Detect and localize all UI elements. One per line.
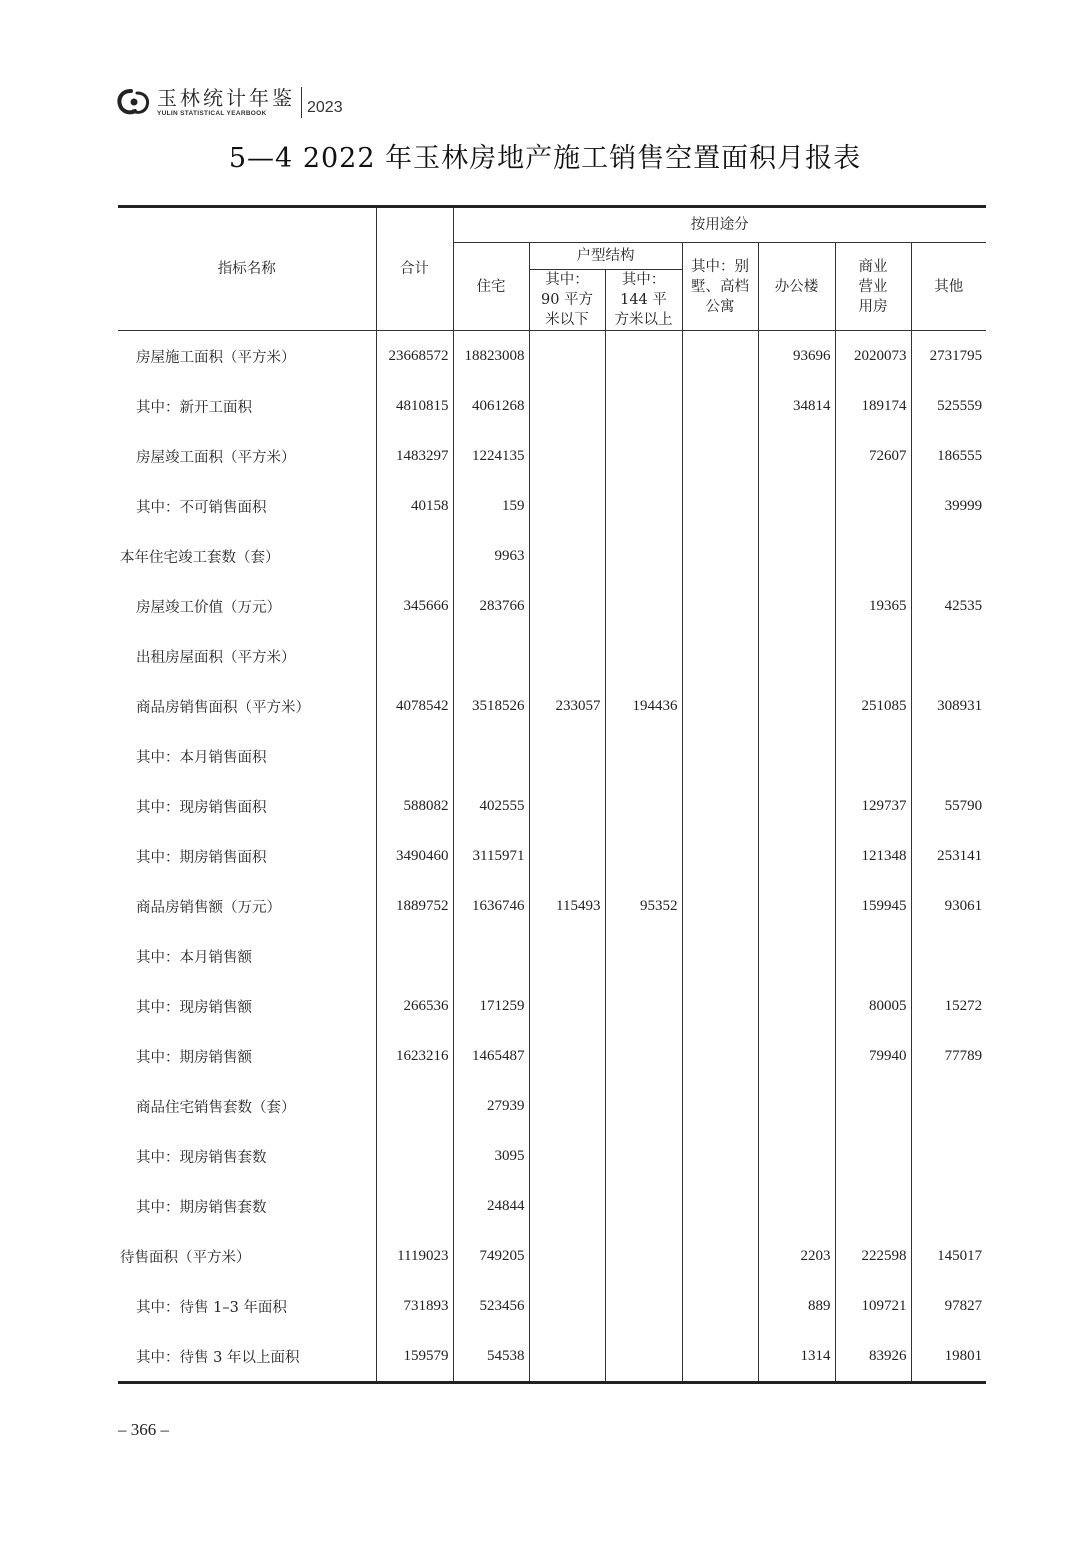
cell-other (911, 531, 986, 581)
cell-under90 (529, 581, 605, 631)
row-indicator-name: 其中：本月销售额 (136, 949, 252, 966)
cell-commercial: 2020073 (835, 331, 911, 382)
cell-total: 731893 (376, 1281, 453, 1331)
table-row (118, 981, 986, 1031)
cell-villa (682, 1081, 758, 1131)
cell-over144 (605, 731, 682, 781)
cell-under90 (529, 1031, 605, 1081)
cell-over144 (605, 1281, 682, 1331)
cell-total: 1889752 (376, 881, 453, 931)
cell-office (758, 481, 835, 531)
table-row (118, 881, 986, 931)
row-indicator-name: 待售面积（平方米） (120, 1249, 251, 1266)
table-body (118, 331, 986, 1383)
header-unit-structure: 户型结构 (529, 243, 682, 270)
yearbook-year: 2023 (307, 99, 343, 116)
cell-villa (682, 681, 758, 731)
table-row (118, 931, 986, 981)
cell-office (758, 731, 835, 781)
cell-total: 40158 (376, 481, 453, 531)
cell-commercial (835, 931, 911, 981)
cell-other: 55790 (911, 781, 986, 831)
row-indicator-name: 其中：现房销售套数 (136, 1149, 267, 1166)
cell-residential: 749205 (453, 1231, 529, 1281)
cell-over144 (605, 1131, 682, 1181)
header-residential: 住宅 (453, 243, 529, 331)
cell-office (758, 831, 835, 881)
cell-other: 2731795 (911, 331, 986, 382)
table-row (118, 1081, 986, 1131)
table-row (118, 781, 986, 831)
cell-residential: 27939 (453, 1081, 529, 1131)
row-indicator-name: 房屋施工面积（平方米） (136, 349, 296, 366)
cell-residential: 18823008 (453, 331, 529, 382)
cell-villa (682, 581, 758, 631)
cell-total: 4810815 (376, 381, 453, 431)
cell-commercial (835, 631, 911, 681)
cell-office (758, 681, 835, 731)
cell-villa (682, 481, 758, 531)
cell-commercial: 222598 (835, 1231, 911, 1281)
header-by-use: 按用途分 (453, 207, 986, 243)
cell-under90 (529, 1331, 605, 1383)
cell-over144 (605, 431, 682, 481)
cell-residential: 402555 (453, 781, 529, 831)
cell-residential: 3518526 (453, 681, 529, 731)
cell-residential: 1224135 (453, 431, 529, 481)
cell-over144 (605, 981, 682, 1031)
cell-commercial: 129737 (835, 781, 911, 831)
cell-under90 (529, 931, 605, 981)
cell-residential: 1465487 (453, 1031, 529, 1081)
cell-office: 93696 (758, 331, 835, 382)
cell-villa (682, 981, 758, 1031)
cell-over144 (605, 581, 682, 631)
cell-total: 588082 (376, 781, 453, 831)
cell-under90 (529, 731, 605, 781)
cell-over144 (605, 631, 682, 681)
cell-under90 (529, 781, 605, 831)
cell-total (376, 1181, 453, 1231)
cell-villa (682, 331, 758, 382)
cell-villa (682, 1031, 758, 1081)
cell-office (758, 431, 835, 481)
table-row (118, 681, 986, 731)
table-row (118, 531, 986, 581)
cell-over144 (605, 531, 682, 581)
cell-office (758, 1181, 835, 1231)
cell-over144 (605, 1181, 682, 1231)
cell-commercial (835, 481, 911, 531)
table-row (118, 1231, 986, 1281)
cell-other: 97827 (911, 1281, 986, 1331)
cell-residential: 159 (453, 481, 529, 531)
cell-over144 (605, 1331, 682, 1383)
table-row (118, 1131, 986, 1181)
cell-total: 345666 (376, 581, 453, 631)
cell-under90 (529, 631, 605, 681)
cell-under90: 233057 (529, 681, 605, 731)
cell-residential: 9963 (453, 531, 529, 581)
cell-over144 (605, 831, 682, 881)
cell-under90 (529, 831, 605, 881)
cell-other: 93061 (911, 881, 986, 931)
table-row (118, 331, 986, 382)
cell-residential: 4061268 (453, 381, 529, 431)
yulin-yearbook-logo-icon (117, 87, 151, 117)
cell-villa (682, 831, 758, 881)
report-table (118, 205, 986, 1384)
cell-over144 (605, 1231, 682, 1281)
cell-other: 19801 (911, 1331, 986, 1383)
cell-under90 (529, 1231, 605, 1281)
cell-total (376, 531, 453, 581)
cell-other (911, 1131, 986, 1181)
cell-commercial: 159945 (835, 881, 911, 931)
brand-title-en: YULIN STATISTICAL YEARBOOK (157, 109, 267, 117)
cell-residential: 54538 (453, 1331, 529, 1383)
cell-villa (682, 1281, 758, 1331)
header-office: 办公楼 (758, 243, 835, 331)
report-table-wrap (118, 205, 986, 1384)
cell-other: 42535 (911, 581, 986, 631)
table-row (118, 631, 986, 681)
header-other: 其他 (911, 243, 986, 331)
cell-residential: 3095 (453, 1131, 529, 1181)
header-under-90: 其中：90 平方米以下 (529, 270, 605, 331)
cell-total: 1483297 (376, 431, 453, 481)
table-row (118, 1181, 986, 1231)
cell-commercial: 80005 (835, 981, 911, 1031)
table-row (118, 1031, 986, 1081)
cell-residential: 523456 (453, 1281, 529, 1331)
cell-total (376, 931, 453, 981)
row-indicator-name: 其中：现房销售额 (136, 999, 252, 1016)
page-number: – 366 – (118, 1420, 169, 1439)
cell-commercial: 109721 (835, 1281, 911, 1331)
row-indicator-name: 其中：期房销售套数 (136, 1199, 267, 1216)
cell-commercial: 72607 (835, 431, 911, 481)
cell-office (758, 581, 835, 631)
cell-under90 (529, 481, 605, 531)
cell-commercial: 251085 (835, 681, 911, 731)
cell-under90 (529, 331, 605, 382)
row-indicator-name: 房屋竣工价值（万元） (136, 599, 281, 616)
cell-under90 (529, 1081, 605, 1131)
cell-other (911, 631, 986, 681)
header-villa: 其中：别墅、高档公寓 (682, 243, 758, 331)
brand-block (157, 87, 302, 118)
cell-over144 (605, 781, 682, 831)
header-commercial: 商业营业用房 (835, 243, 911, 331)
cell-villa (682, 781, 758, 831)
cell-office (758, 1031, 835, 1081)
cell-villa (682, 1181, 758, 1231)
cell-residential (453, 931, 529, 981)
cell-commercial: 83926 (835, 1331, 911, 1383)
cell-villa (682, 1231, 758, 1281)
row-indicator-name: 商品房销售面积（平方米） (136, 699, 310, 716)
row-indicator-name: 其中：现房销售面积 (136, 799, 267, 816)
table-row (118, 1281, 986, 1331)
cell-total: 159579 (376, 1331, 453, 1383)
header-indicator-name: 指标名称 (118, 207, 376, 331)
row-indicator-name: 其中：期房销售额 (136, 1049, 252, 1066)
cell-under90 (529, 531, 605, 581)
cell-office (758, 981, 835, 1031)
cell-commercial: 121348 (835, 831, 911, 881)
cell-other: 525559 (911, 381, 986, 431)
cell-commercial: 79940 (835, 1031, 911, 1081)
cell-other: 145017 (911, 1231, 986, 1281)
cell-over144: 194436 (605, 681, 682, 731)
cell-under90: 115493 (529, 881, 605, 931)
cell-commercial: 19365 (835, 581, 911, 631)
cell-office (758, 931, 835, 981)
cell-total: 3490460 (376, 831, 453, 881)
cell-villa (682, 731, 758, 781)
row-indicator-name: 其中：期房销售面积 (136, 849, 267, 866)
cell-other: 77789 (911, 1031, 986, 1081)
table-row (118, 481, 986, 531)
cell-total: 1623216 (376, 1031, 453, 1081)
cell-villa (682, 1131, 758, 1181)
cell-office: 1314 (758, 1331, 835, 1383)
cell-villa (682, 431, 758, 481)
cell-over144 (605, 931, 682, 981)
cell-office (758, 1131, 835, 1181)
row-indicator-name: 房屋竣工面积（平方米） (136, 449, 296, 466)
cell-villa (682, 381, 758, 431)
cell-residential: 3115971 (453, 831, 529, 881)
cell-office (758, 531, 835, 581)
cell-villa (682, 631, 758, 681)
row-indicator-name: 其中：本月销售面积 (136, 749, 267, 766)
cell-villa (682, 1331, 758, 1383)
cell-commercial (835, 731, 911, 781)
cell-residential: 1636746 (453, 881, 529, 931)
page-title: 5—4 2022 年玉林房地产施工销售空置面积月报表 (228, 143, 862, 174)
cell-over144 (605, 331, 682, 382)
cell-under90 (529, 1181, 605, 1231)
cell-other: 186555 (911, 431, 986, 481)
cell-residential: 171259 (453, 981, 529, 1031)
cell-total: 23668572 (376, 331, 453, 382)
cell-office (758, 631, 835, 681)
cell-office (758, 1081, 835, 1131)
table-row (118, 831, 986, 881)
cell-over144 (605, 481, 682, 531)
cell-over144 (605, 381, 682, 431)
table-row (118, 431, 986, 481)
table-header (118, 207, 986, 331)
row-indicator-name: 其中：不可销售面积 (136, 499, 267, 516)
brand-title-cn: 玉林统计年鉴 (157, 85, 295, 110)
cell-other: 253141 (911, 831, 986, 881)
row-indicator-name: 商品房销售额（万元） (136, 899, 281, 916)
row-indicator-name: 其中：新开工面积 (136, 399, 252, 416)
cell-residential: 24844 (453, 1181, 529, 1231)
cell-commercial (835, 1081, 911, 1131)
cell-residential (453, 631, 529, 681)
cell-under90 (529, 1131, 605, 1181)
table-row (118, 1331, 986, 1383)
cell-total (376, 731, 453, 781)
header-total: 合计 (376, 207, 453, 331)
cell-other: 308931 (911, 681, 986, 731)
cell-total: 4078542 (376, 681, 453, 731)
row-indicator-name: 其中：待售 1–3 年面积 (136, 1299, 287, 1316)
table-row (118, 381, 986, 431)
page-header (117, 84, 343, 120)
cell-residential (453, 731, 529, 781)
cell-other (911, 931, 986, 981)
cell-residential: 283766 (453, 581, 529, 631)
cell-total (376, 1081, 453, 1131)
cell-under90 (529, 1281, 605, 1331)
table-row (118, 581, 986, 631)
table-row (118, 731, 986, 781)
cell-villa (682, 931, 758, 981)
cell-office: 34814 (758, 381, 835, 431)
cell-commercial (835, 1181, 911, 1231)
row-indicator-name: 本年住宅竣工套数（套） (120, 549, 280, 566)
cell-commercial: 189174 (835, 381, 911, 431)
cell-over144 (605, 1031, 682, 1081)
cell-other (911, 1081, 986, 1131)
cell-other: 15272 (911, 981, 986, 1031)
cell-office (758, 781, 835, 831)
row-indicator-name: 其中：待售 3 年以上面积 (136, 1349, 300, 1366)
cell-commercial (835, 531, 911, 581)
row-indicator-name: 商品住宅销售套数（套） (136, 1099, 296, 1116)
cell-under90 (529, 431, 605, 481)
cell-total: 266536 (376, 981, 453, 1031)
cell-office (758, 881, 835, 931)
cell-total: 1119023 (376, 1231, 453, 1281)
cell-other: 39999 (911, 481, 986, 531)
cell-total (376, 631, 453, 681)
header-over-144: 其中：144 平方米以上 (605, 270, 682, 331)
cell-commercial (835, 1131, 911, 1181)
cell-total (376, 1131, 453, 1181)
cell-villa (682, 881, 758, 931)
cell-over144: 95352 (605, 881, 682, 931)
cell-office: 889 (758, 1281, 835, 1331)
cell-villa (682, 531, 758, 581)
cell-office: 2203 (758, 1231, 835, 1281)
cell-under90 (529, 981, 605, 1031)
cell-other (911, 1181, 986, 1231)
cell-under90 (529, 381, 605, 431)
row-indicator-name: 出租房屋面积（平方米） (136, 649, 296, 666)
cell-other (911, 731, 986, 781)
cell-over144 (605, 1081, 682, 1131)
